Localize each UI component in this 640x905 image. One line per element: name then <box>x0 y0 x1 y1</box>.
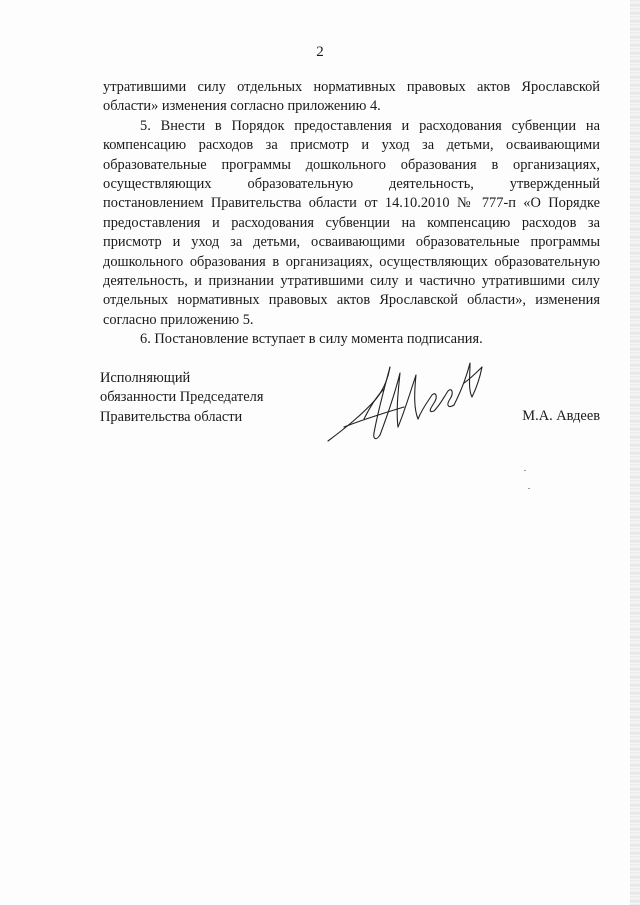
scan-speck <box>524 470 526 471</box>
signer-title <box>100 369 263 427</box>
signer-title-line: обязанности Председателя <box>100 389 264 406</box>
paragraph-item-6: 6. Постановление вступает в силу момента подписания. <box>140 331 483 348</box>
signer-name: М.А. Авдеев <box>522 408 600 424</box>
scan-speck <box>528 488 530 489</box>
document-body <box>103 78 600 350</box>
page-number: 2 <box>316 44 324 60</box>
scan-edge-artifact <box>630 0 640 905</box>
signature-block <box>100 369 600 449</box>
handwritten-signature <box>324 349 494 449</box>
paragraph-item-5: 5. Внести в Порядок предоставления и расходования субвенции на компенсацию расходов за присмотр и уход за детьми, осваивающими образовательные программы дошкольного образования в организациях, осуществляющих образовательную деятельность, утвержденный постановлением Правительства области от 14.10.2010 № 777-п «О Порядке предоставления и расходования субвенции на компенсацию расходов за присмотр и уход за детьми, осваивающими образовательные программы дошкольного образования в организациях, осуществляющих образовательную деятельность, и признании утратившими силу и частично утратившими силу отдельных нормативных правовых актов Ярославской области», изменения согласно приложению 5. <box>103 117 600 328</box>
signer-title-line: Правительства области <box>100 408 243 425</box>
paragraph-continuation: утратившими силу отдельных нормативных правовых актов Ярославской области» изменения согласно приложению 4. <box>103 79 600 115</box>
signer-title-line: Исполняющий <box>100 370 191 386</box>
